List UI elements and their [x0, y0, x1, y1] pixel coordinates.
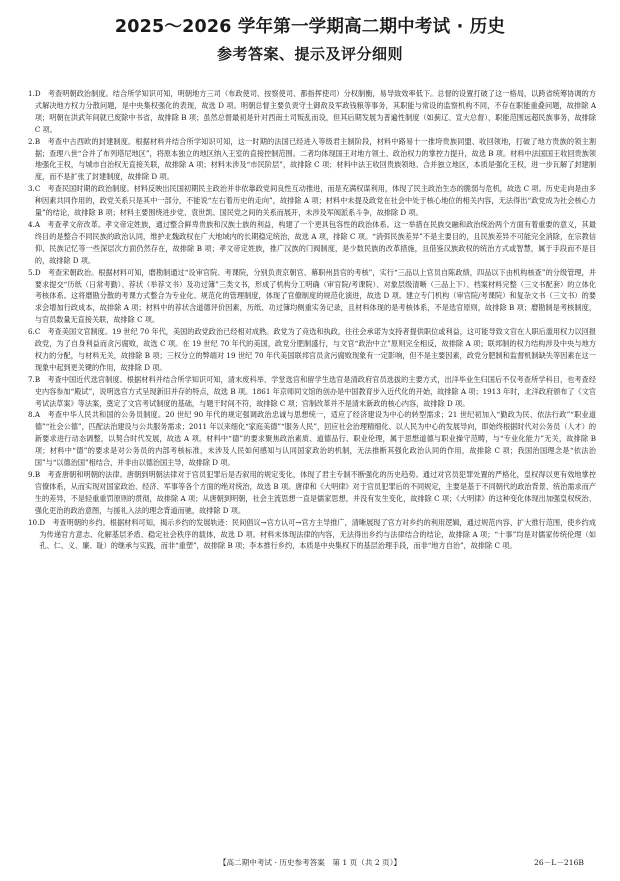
- answer-item-8: [28, 409, 596, 469]
- answer-number: 9.: [28, 470, 35, 479]
- answer-item-1: [28, 88, 596, 136]
- answer-number: 7.: [28, 374, 35, 384]
- answer-text: D 考查明朝政治制度。结合所学知识可知，明朝地方三司（布政使司、按察使司、都指挥使司）分权制衡，易导致效率低下。总督的设置打破了这一格局，以跨省统筹协调的方式解决地方权力分散问题，是中央集权强化的表现，故选 D 项。明朝总督主要负责守土御敌及军政钱粮等事务，其职能与常设的监察机构不同，不存在职能重叠问题，故排除 A 项；明朝在洪武年间就已废除中书省，故排除 B 项；虽然总督最初是针对西南土司叛乱而设，但其后期发展为普遍性制度（如蓟辽、宣大总督），职能范围远超民族事务，故排除 C 项。: [34, 89, 596, 134]
- answer-text: D 考查宋朝政治。根据材料可知，磨勘制通过“设审官院、考课院，分别负责京朝官、幕职州县官的考核”，实行“三品以上官员自陈政绩，四品以下由机构核查”的分级管理，并要求提交“历纸（日常考勤）、荐状（举荐文书）及功过簿”三类文书，形成了机构分工明确（审官院/考课院）、对象层级清晰（三品上下）、档案材料完整（三文书配套）的立体化考核体系。这将磨勘分散的考课方式整合为专业化、规范化的管理制度，体现了官僚制度的规范化演进，故选 D 项。建立专门机构（审官院/考课院）和复杂文书（三文书）的要求会增加行政成本，故排除 A 项；材料中的荐状含道德评价因素，历纸、功过簿均侧重实务记录，且材料体现的是考核体系，不是选官原则，故排除 B 项；磨勘制是考核制度，与官员数量无直接关联，故排除 C 项。: [34, 267, 596, 325]
- answer-list: [28, 88, 596, 552]
- answer-text: B 考查中古西欧的封建制度。根据材料并结合所学知识可知，这一时期的法国已经进入等级君主制阶段，材料中路易十一推垮贵族同盟、收回领地，打破了地方贵族的领主割据；查理八世“合并了布列塔尼地区”，将原本独立的地区纳入王室的直接控制范围。二者均体现国王对地方领土、政治权力的掌控力提升，故选 B 项。材料中法国国王收回贵族领地强化王权，与城市自治权无直接关联，故排除 A 项；材料未涉及“市民阶层”，故排除 C 项；材料中法王收回贵族领地、合并独立地区，本质是强化王权，进一步瓦解了封建制度，而不是扩张了封建制度，故排除 D 项。: [34, 136, 596, 182]
- footer-page-info: 【高二期中考试 · 历史参考答案 第 1 页（共 2 页）】: [218, 858, 402, 867]
- answer-item-7: [28, 374, 596, 410]
- answer-text: B 考查中国近代选官制度。根据材料并结合所学知识可知，清末废科举、学堂选官和留学生选官是清政府官员选拔的主要方式，出洋毕业生归国后不仅考查所学科目，也考查经史内容参加“殿试”，说明选官方式呈现新旧并存的特点，故选 B 项。1861 年京师同文馆的创办是中国教育步入近代化的开始，故排除 A 项；1913 年时，北洋政府颁布了《文官考试法草案》等法案，奠定了文官考试制度的基础，与题干时间不符，故排除 C 项；官制改革并不是清末新政的核心内容，故排除 D 项。: [34, 374, 596, 408]
- answer-item-2: [28, 136, 596, 184]
- answer-number: 2.: [28, 136, 35, 146]
- answer-item-4: [28, 219, 596, 267]
- answer-number: 5.: [28, 267, 35, 277]
- answer-item-3: [28, 183, 596, 219]
- answer-text: B 考查唐朝和明朝的法律。唐朝到明朝法律对于官员犯罪后是否叙用的规定变化，体现了君主专制不断强化的历史趋势。通过对官员犯罪处置的严格化，皇权得以更有效地掌控官僚体系，从而实现对国家政治、经济、军事等各个方面的绝对统治，故选 B 项。唐律和《大明律》对于官员犯罪后的不同规定，主要是基于不同朝代的政治背景、统治需求而产生的差异，不是轻重重罚原则的贯彻，故排除 A 项；从唐朝到明朝，社会主流思想一直是儒家思想，并没有发生变化，故排除 C 项；《大明律》的这种变化体现出加强皇权统治、强化吏治的政治意图，与援礼入法的理念背道而驰，故排除 D 项。: [34, 470, 596, 515]
- answer-text: A 考查孝文帝改革。孝文帝定姓族，通过整合鲜卑贵族和汉族士族的利益，构建了一个更具包容性的政治体系。这一举措在民族交融和政治统治两个方面有着重要的意义，其最终目的是整合不同民族的政治认同，维护北魏政权在广大地域内的长期稳定统治，故选 A 项，排除 C 项。“消弭民族差异”不是主要目的，且民族差异不可能完全消除，在宗教信仰、民族记忆等一些深层次方面仍然存在，故排除 B 项；孝文帝定姓族，推广汉族的门阀制度，是少数民族的改革措施，且借鉴汉族政权的统治方式或智慧，属于手段而不是目的，故排除 D 项。: [34, 219, 596, 265]
- answer-text: C 考查民国时期的政治制度。材料反映出民国初期民主政治并非依靠政党间良性互动推进，而是充满权谋利用，体现了民主政治生态的脆弱与危机，故选 C 项。历史走向是由多种因素共同作用的，政党关系只是其中一部分，不能说“左右着历史的走向”，故排除 A 项；材料中未提及政党在社会中处于核心地位的相关内容，无法得出“政党成为社会核心力量”的结论，故排除 B 项；材料主要围绕进步党、袁世凯、国民党之间的关系而展开，未涉及军阀派系斗争，故排除 D 项。: [34, 184, 596, 218]
- answer-item-10: [28, 517, 596, 553]
- answer-text: D 考查明朝的乡约。根据材料可知，揭示乡约的发展轨迹：民间倡议→官方认可→官方主导推广，清晰展现了官方对乡约的利用逻辑，通过规范内容、扩大推行范围，使乡约成为传递官方意志、化解基层矛盾、稳定社会秩序的载体，故选 D 项。材料未体现法律的内容，无法得出乡约与法律结合的结论，故排除 A 项；“十事”均是对儒家传统伦理（如孔、仁、义、廉、耻）的继承与实践，而非“重塑”，故排除 B 项；李本推行乡约，本质是中央集权下的基层治理手段，而非“地方自治”，故排除 C 项。: [39, 517, 596, 551]
- footer-paper-code: 26－L－216B: [534, 858, 584, 867]
- answer-number: 3.: [28, 184, 35, 194]
- page-footer: [0, 856, 620, 870]
- answer-number: 8.: [28, 410, 35, 420]
- answer-number: 6.: [28, 327, 35, 337]
- answer-item-9: [28, 469, 596, 517]
- answer-item-6: [28, 326, 596, 374]
- answer-number: 4.: [28, 219, 35, 229]
- page-title: 2025～2026 学年第一学期高二期中考试 · 历史: [114, 17, 506, 37]
- answer-item-5: [28, 267, 596, 327]
- answer-number: 1.: [28, 89, 35, 98]
- page-subtitle: 参考答案、提示及评分细则: [216, 45, 403, 63]
- answer-number: 10.: [28, 517, 40, 527]
- answer-text: A 考查中华人民共和国的公务员制度。20 世纪 90 年代的规定强调政治忠诚与思想统一，适应了经济建设为中心的转型需求；21 世纪初加入“勤政为民、依法行政”“职业道德”“社会公德”，匹配法治建设与公共服务需求；2011 年以来细化“家庭美德”“服务人民”，回应社会治理精细化、以人民为中心的发展导向，即始终根据时代对公务员（人才）的新要求进行动态调整，以契合时代发展，故选 A 项。材料中“德”的要求聚焦政治素质、道德品行、职业伦理，属于思想道德与职业操守范畴，与“专业化能力”无关，故排除 B 项；材料中“德”的要求是对公务员的内部考核标准，未涉及人民如何感知与认同国家政治的机制，无法推断其强化政治认同的作用，故排除 C 项；我国治国理念是“依法治国”与“以德治国”相结合，并非由以德治国主导，故排除 D 项。: [34, 410, 596, 468]
- answer-text: C 考查美国文官制度。19 世纪 70 年代，美国的政党政治已经相对成熟。政党为了竞选和执政，往往会承诺为支持者提供职位或利益，这可能导致文官在人职后滥用权力以回报政党，为了自身利益而贪污腐败，故选 C 项。在 19 世纪 70 年代的美国，政党分肥制盛行，与文官“政治中立”原则完全相反，故排除 A 项；联邦制的权力结构涉及中央与地方权力的分配，与材料无关，故排除 B 项；三权分立的弊端对 19 世纪 70 年代美国联邦官员贪污腐败现象有一定影响，但不是主要因素，政党分肥制和监督机制缺失等因素在这一现象中起到更关键的作用，故排除 D 项。: [34, 327, 596, 372]
